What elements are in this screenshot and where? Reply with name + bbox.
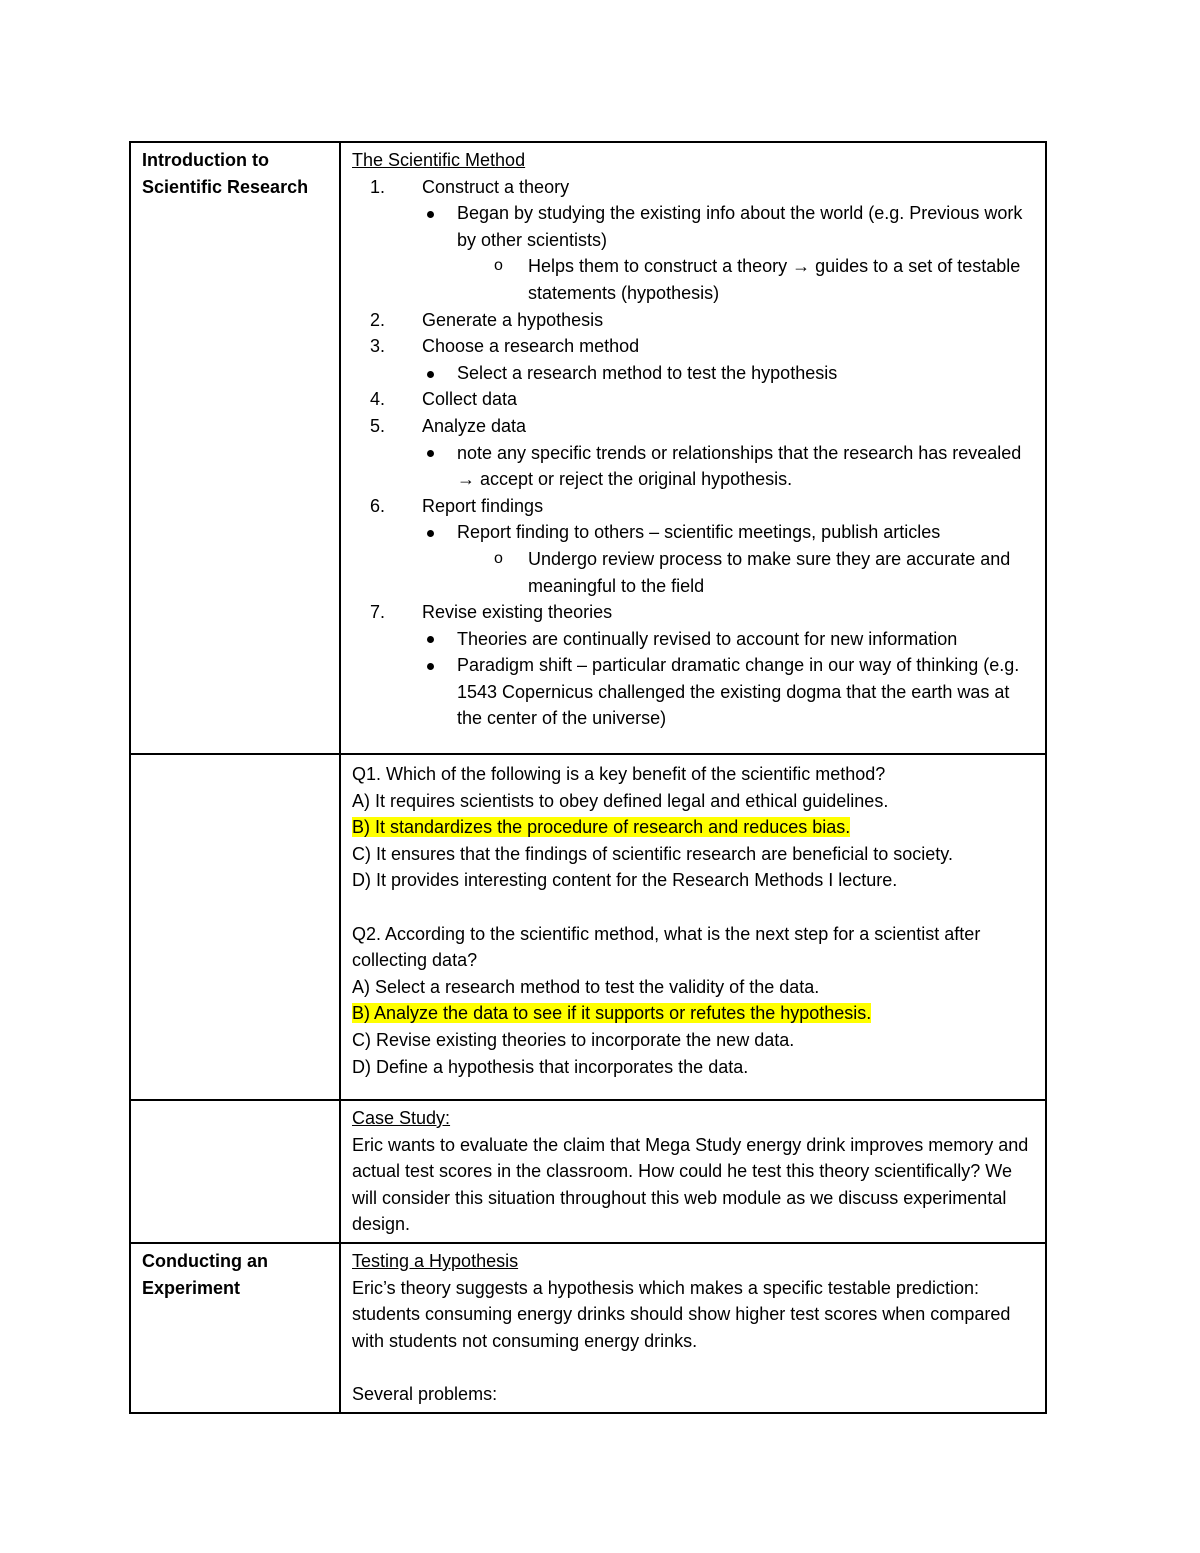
circle-bullet-icon: o xyxy=(494,257,503,275)
problems-label: Several problems: xyxy=(352,1383,498,1404)
quiz-cell xyxy=(340,754,1046,1100)
notes-table xyxy=(129,141,1047,1414)
bullet-item xyxy=(352,360,1035,387)
step-number: 6. xyxy=(369,495,385,516)
step-label: Revise existing theories xyxy=(422,602,613,623)
table-row xyxy=(130,754,1046,1100)
section-heading: The Scientific Method xyxy=(352,150,526,170)
bullet-icon xyxy=(352,652,457,732)
section-title: Conducting an Experiment xyxy=(142,1250,268,1298)
steps-list xyxy=(352,174,1035,732)
content-cell xyxy=(340,1243,1046,1413)
sub-bullet-text: Helps them to construct a theory → guides to a set of testable statements (hypothesis) xyxy=(528,256,1021,303)
list-item xyxy=(352,333,1035,360)
step-number: 2. xyxy=(369,309,385,330)
q2-option-c: C) Revise existing theories to incorporate the new data. xyxy=(352,1029,795,1050)
section-title-cell xyxy=(130,1243,340,1413)
step-number: 7. xyxy=(369,602,385,623)
bullet-text: Theories are continually revised to account for new information xyxy=(457,628,958,649)
q2-option-b: B) Analyze the data to see if it supports or refutes the hypothesis. xyxy=(352,1003,872,1024)
q1-option-c: C) It ensures that the findings of scientific research are beneficial to society. xyxy=(352,843,953,864)
experiment-text: Eric’s theory suggests a hypothesis which makes a specific testable prediction: students consuming energy drinks should show higher test scores when compared with students not consuming energy drinks. xyxy=(352,1277,1011,1351)
list-item xyxy=(352,493,1035,520)
table-row xyxy=(130,1100,1046,1243)
bullet-item xyxy=(352,626,1035,653)
bullet-icon xyxy=(352,440,457,493)
step-number: 3. xyxy=(369,336,385,357)
sub-bullet-item xyxy=(352,546,1035,599)
q2-option-d: D) Define a hypothesis that incorporates the data. xyxy=(352,1056,749,1077)
step-label: Construct a theory xyxy=(422,176,570,197)
bullet-item xyxy=(352,652,1035,732)
case-study-heading: Case Study: xyxy=(352,1108,451,1128)
step-label: Choose a research method xyxy=(422,336,640,357)
sub-bullet-item xyxy=(352,253,1035,306)
section-title-cell xyxy=(130,142,340,754)
bullet-item xyxy=(352,519,1035,546)
content-cell xyxy=(340,142,1046,754)
section-title: Introduction to Scientific Research xyxy=(142,150,309,197)
step-number: 1. xyxy=(369,176,385,197)
q1-option-d: D) It provides interesting content for the Research Methods I lecture. xyxy=(352,870,898,891)
list-item xyxy=(352,599,1035,626)
q2-question: Q2. According to the scientific method, what is the next step for a scientist after collecting data? xyxy=(352,923,981,971)
empty-cell xyxy=(130,1100,340,1243)
circle-bullet-icon: o xyxy=(494,549,503,567)
bullet-icon xyxy=(352,200,457,253)
bullet-text: Paradigm shift – particular dramatic change in our way of thinking (e.g. 1543 Copernicus challenged the existing dogma that the earth was at the center of the universe) xyxy=(457,655,1020,729)
bullet-text: Select a research method to test the hypothesis xyxy=(457,362,838,383)
step-label: Report findings xyxy=(422,495,544,516)
step-label: Collect data xyxy=(422,389,518,410)
step-number: 4. xyxy=(369,389,385,410)
empty-cell xyxy=(130,754,340,1100)
table-row xyxy=(130,1243,1046,1413)
list-item xyxy=(352,413,1035,440)
bullet-item xyxy=(352,200,1035,253)
list-item xyxy=(352,174,1035,201)
q1-option-a: A) It requires scientists to obey defined legal and ethical guidelines. xyxy=(352,790,889,811)
bullet-item xyxy=(352,440,1035,493)
bullet-text: note any specific trends or relationships that the research has revealed → accept or reject the original hypothesis. xyxy=(457,442,1022,490)
case-study-cell xyxy=(340,1100,1046,1243)
bullet-icon xyxy=(352,626,457,653)
q1-option-b: B) It standardizes the procedure of research and reduces bias. xyxy=(352,817,851,838)
list-item xyxy=(352,386,1035,413)
bullet-icon xyxy=(352,519,457,546)
case-study-text: Eric wants to evaluate the claim that Mega Study energy drink improves memory and actual test scores in the classroom. How could he test this theory scientifically? We will consider this situation throughout this web module as we discuss experimental design. xyxy=(352,1134,1029,1235)
section-heading: Testing a Hypothesis xyxy=(352,1250,519,1271)
step-number: 5. xyxy=(369,415,385,436)
bullet-text: Began by studying the existing info about the world (e.g. Previous work by other scientists) xyxy=(457,203,1023,250)
table-row xyxy=(130,142,1046,754)
q1-question: Q1. Which of the following is a key benefit of the scientific method? xyxy=(352,764,886,784)
q2-option-a: A) Select a research method to test the validity of the data. xyxy=(352,976,820,997)
bullet-text: Report finding to others – scientific meetings, publish articles xyxy=(457,522,941,543)
step-label: Generate a hypothesis xyxy=(422,309,604,330)
step-label: Analyze data xyxy=(422,415,527,436)
list-item xyxy=(352,307,1035,334)
bullet-icon xyxy=(352,360,457,387)
sub-bullet-text: Undergo review process to make sure they are accurate and meaningful to the field xyxy=(528,548,1011,596)
